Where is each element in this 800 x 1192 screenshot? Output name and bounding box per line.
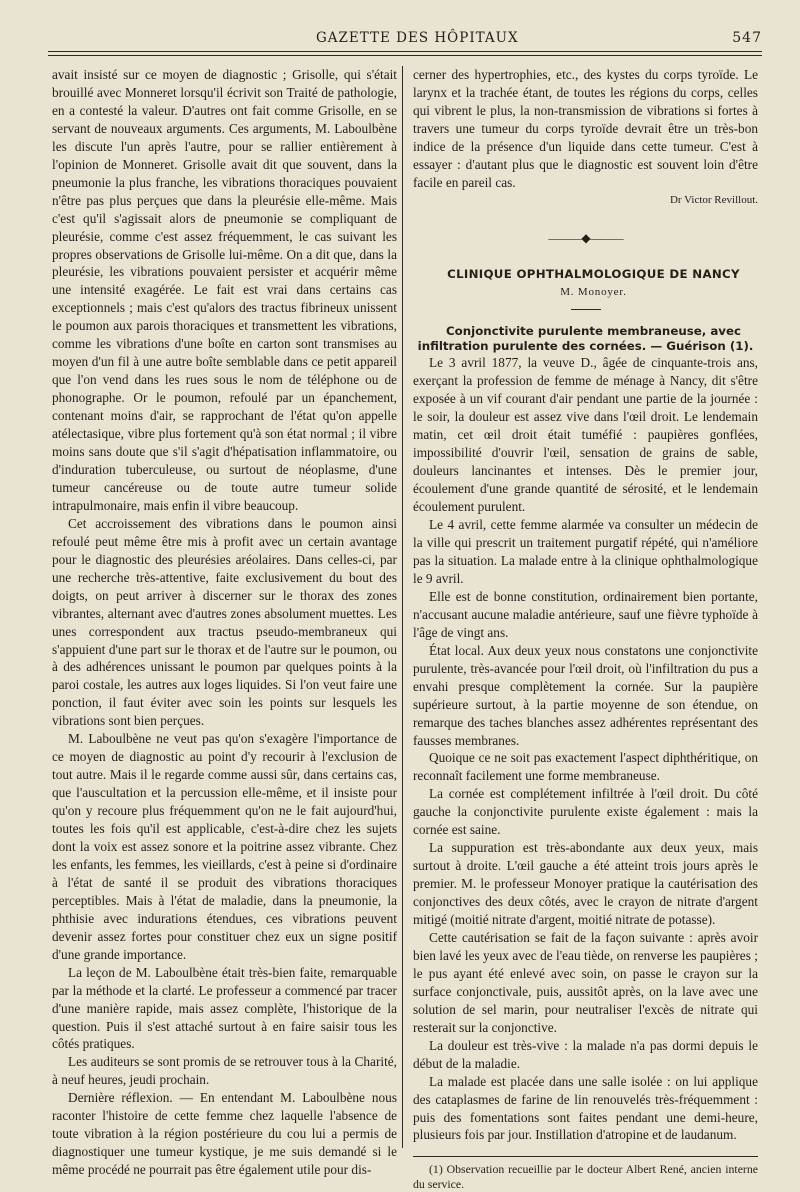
right-paragraph-7: La suppuration est très-abondante aux deux yeux, mais surtout à droite. L'œil gauche a été atteint trois jours après le premier. M. le professeur Monoyer pratique la cautérisation des conjonctives des deux côtés, avec le crayon de nitrate d'argent mitigé (moitié nitrate d'argent, moitié nitrate de potasse). xyxy=(413,840,758,928)
left-paragraph-2: Cet accroissement des vibrations dans le poumon ainsi refoulé peut même être mis à profit avec un certain avantage pour le diagnostic des pleurésies aréolaires. Dans celles-ci, par une recherche très-attentive, faite exclusivement du bout des doigts, on peut arriver à discerner sur le thorax des zones vibrantes, alternant avec d'autres zones absolument muettes. Les unes correspondent aux tractus pseudo-membraneux qui s'appuient d'une part sur le thorax et de l'autre sur le poumon, ou à des adhérences unissant le poumon par quelques points à la paroi costale, les autres aux loges liquides. Si l'on veut faire une ponction, il faut éviter avec soin les points sur lesquels les vibrations sont bien perçues. xyxy=(52,515,397,729)
column-divider xyxy=(402,66,403,1148)
left-paragraph-4: La leçon de M. Laboulbène était très-bien faite, remarquable par la méthode et la clarté. Le professeur a commencé par tracer d'une manière rapide, mais assez complète, l'historique de la question. Puis il s'est attaché surtout à en faire saisir tous les côtés pratiques. xyxy=(52,964,397,1052)
left-paragraph-6: Dernière réflexion. — En entendant M. Laboulbène nous raconter l'histoire de cette femme chez laquelle l'absence de toute vibration à la région postérieure du cou lui a permis de diagnostiquer une tumeur kystique, je me suis demandé si le même procédé ne pourrait pas être également utile pour dis- xyxy=(52,1090,397,1178)
right-paragraph-1: Le 3 avril 1877, la veuve D., âgée de cinquante-trois ans, exerçant la profession de femme de ménage à Nancy, dit s'être exposée à un vif courant d'air pendant une partie de la journée : le soir, la douleur est assez vive dans l'œil droit. Le lendemain matin, cet œil droit était tuméfié : paupières gonflées, impossibilité d'ouvrir l'œil, sensation de grains de sable, douleurs lancinantes et intenses. Dès le premier jour, écoulement d'une grande quantité de sérosité, et le lendemain écoulement purulent. xyxy=(413,355,758,515)
section-title: CLINIQUE OPHTHALMOLOGIQUE DE NANCY xyxy=(447,266,740,281)
right-column xyxy=(413,66,758,1192)
left-paragraph-5: Les auditeurs se sont promis de se retrouver tous à la Charité, à neuf heures, jeudi prochain. xyxy=(52,1054,397,1088)
page-number: 547 xyxy=(732,30,762,46)
right-paragraph-4: État local. Aux deux yeux nous constatons une conjonctivite purulente, très-avancée pour l'œil droit, où l'infiltration du pus a envahi presque complètement la cornée. Sur la paupière supérieure surtout, à la partie moyenne de son étendue, on remarque des taches blanches assez adhérentes représentant des fausses membranes. xyxy=(413,642,758,748)
right-paragraph-8: Cette cautérisation se fait de la façon suivante : après avoir bien lavé les yeux avec de l'eau tiède, on renverse les paupières ; le pus ayant été enlevé avec soin, on passe le crayon sur la surface conjonctivale, puis, aussitôt après, on la lave avec une solution de sel marin, pour neutraliser l'excès de nitrate qui resterait sur la conjonctive. xyxy=(413,929,758,1035)
journal-title: GAZETTE DES HÔPITAUX xyxy=(316,30,519,46)
footnote-rule xyxy=(413,1156,758,1157)
right-intro-paragraph: cerner des hypertrophies, etc., des kystes du corps tyroïde. Le larynx et la trachée étant, de toutes les régions du corps, celles qui vibrent le plus, la non-transmission de vibrations si fortes à travers une tumeur du corps tyroïde devrait être un très-bon indice de la présence d'un liquide dans cette tumeur. C'est à essayer : d'autant plus que le diagnostic est souvent loin d'être facile en pareil cas. xyxy=(413,67,758,190)
section-author: M. Monoyer. xyxy=(560,285,627,298)
footnote: (1) Observation recueillie par le docteur Albert René, ancien interne du service. xyxy=(413,1162,758,1192)
right-paragraph-9: La douleur est très-vive : la malade n'a pas dormi depuis le début de la maladie. xyxy=(413,1037,758,1071)
right-paragraph-5: Quoique ce ne soit pas exactement l'aspect diphthéritique, on reconnaît facilement une forme membraneuse. xyxy=(413,750,758,784)
short-rule xyxy=(571,309,601,310)
right-paragraph-3: Elle est de bonne constitution, ordinairement bien portante, n'accusant aucune maladie antérieure, sauf une fièvre typhoïde à l'âge de vingt ans. xyxy=(413,588,758,640)
header-rule-thin xyxy=(48,55,762,56)
section-ornament: ———◆——— xyxy=(548,230,623,245)
right-paragraph-6: La cornée est complétement infiltrée à l'œil droit. Du côté gauche la conjonctivite purulente existe également : mais la cornée est saine. xyxy=(413,786,758,838)
left-column xyxy=(52,66,397,1179)
page-header xyxy=(48,30,762,52)
header-rule xyxy=(48,51,762,52)
right-paragraph-2: Le 4 avril, cette femme alarmée va consulter un médecin de la ville qui prescrit un traitement purgatif répété, qui n'améliore pas la situation. La malade entre à la clinique ophthalmologique le 9 avril. xyxy=(413,517,758,586)
author-signature: Dr Victor Revillout. xyxy=(669,193,758,206)
right-paragraph-10: La malade est placée dans une salle isolée : on lui applique des cataplasmes de farine de lin renouvelés très-fréquemment : puis des fomentations sont faites pendant une demi-heure, plusieurs fois par jour. Instillation d'atropine et de laudanum. xyxy=(413,1073,758,1143)
article-title: Conjonctivite purulente membraneuse, avec infiltration purulente des cornées. — Guérison (1). xyxy=(417,324,754,354)
left-paragraph-3: M. Laboulbène ne veut pas qu'on s'exagère l'importance de ce moyen de diagnostic au point d'y recourir à l'exclusion de tout autre. Mais il le regarde comme aussi sûr, dans certains cas, que l'auscultation et la percussion elle-même, et il insiste pour qu'on y recoure plus fréquemment qu'on ne le fait aujourd'hui, toutes les fois qu'il est applicable, c'est-à-dire chez les sujets dont la voix est assez sonore et la poitrine assez vibrante. Chez les enfants, les femmes, les vieillards, c'est à peine si d'ordinaire à l'état de santé il se produit des vibrations thoraciques perceptibles. Mais à l'état de maladie, dans la pneumonie, la phthisie avec indurations étendues, ces vibrations peuvent devenir assez fortes pour constituer chez eux un signe positif d'une grande importance. xyxy=(52,731,397,962)
left-paragraph-1: avait insisté sur ce moyen de diagnostic ; Grisolle, qui s'était brouillé avec Monneret lorsqu'il écrivit son Traité de pathologie, en a contesté la valeur. D'autres ont fait comme Grisolle, en se servant de nouveaux arguments. Ces arguments, M. Laboulbène les discute l'un après l'autre, pour se rallier entièrement à l'opinion de Monneret. Grisolle avait dit que souvent, dans la pneumonie la plus franche, les vibrations thoraciques pouvaient n'être pas plus perçues que dans la pleurésie elle-même. Mais c'est qu'il s'agissait alors de pneumonie se compliquant de pleurésie, comme c'est assez fréquemment, le cas suivant les propres observations de Grisolle lui-même. On a dit que, dans la pleurésie, les vibrations pouvaient persister et acquérir même une intensité exagérée. Le fait est vrai dans certains cas exceptionnels ; mais c'est qu'alors des tractus fibrineux unissent le poumon aux parois thoraciques et transmettent les vibrations, comme les vibrations d'une boîte en carton sont transmises au moyen d'un fil à une autre boîte semblable dans ce petit appareil que l'on vend dans les rues sous le nom de téléphone ou de phonographe. Or le poumon, refoulé par un épanchement, contenant moins d'air, se rapprochant de l'état qu'on appelle atélectasique, vibre plus fortement qu'à son état normal ; il vibre moins sans doute que s'il s'agit d'hépatisation inflammatoire, ou d'induration tuberculeuse, ou surtout de néoplasme, d'une tumeur cancéreuse ou de toute autre tumeur solide intrapulmonaire, mais enfin il vibre beaucoup. xyxy=(52,67,397,513)
